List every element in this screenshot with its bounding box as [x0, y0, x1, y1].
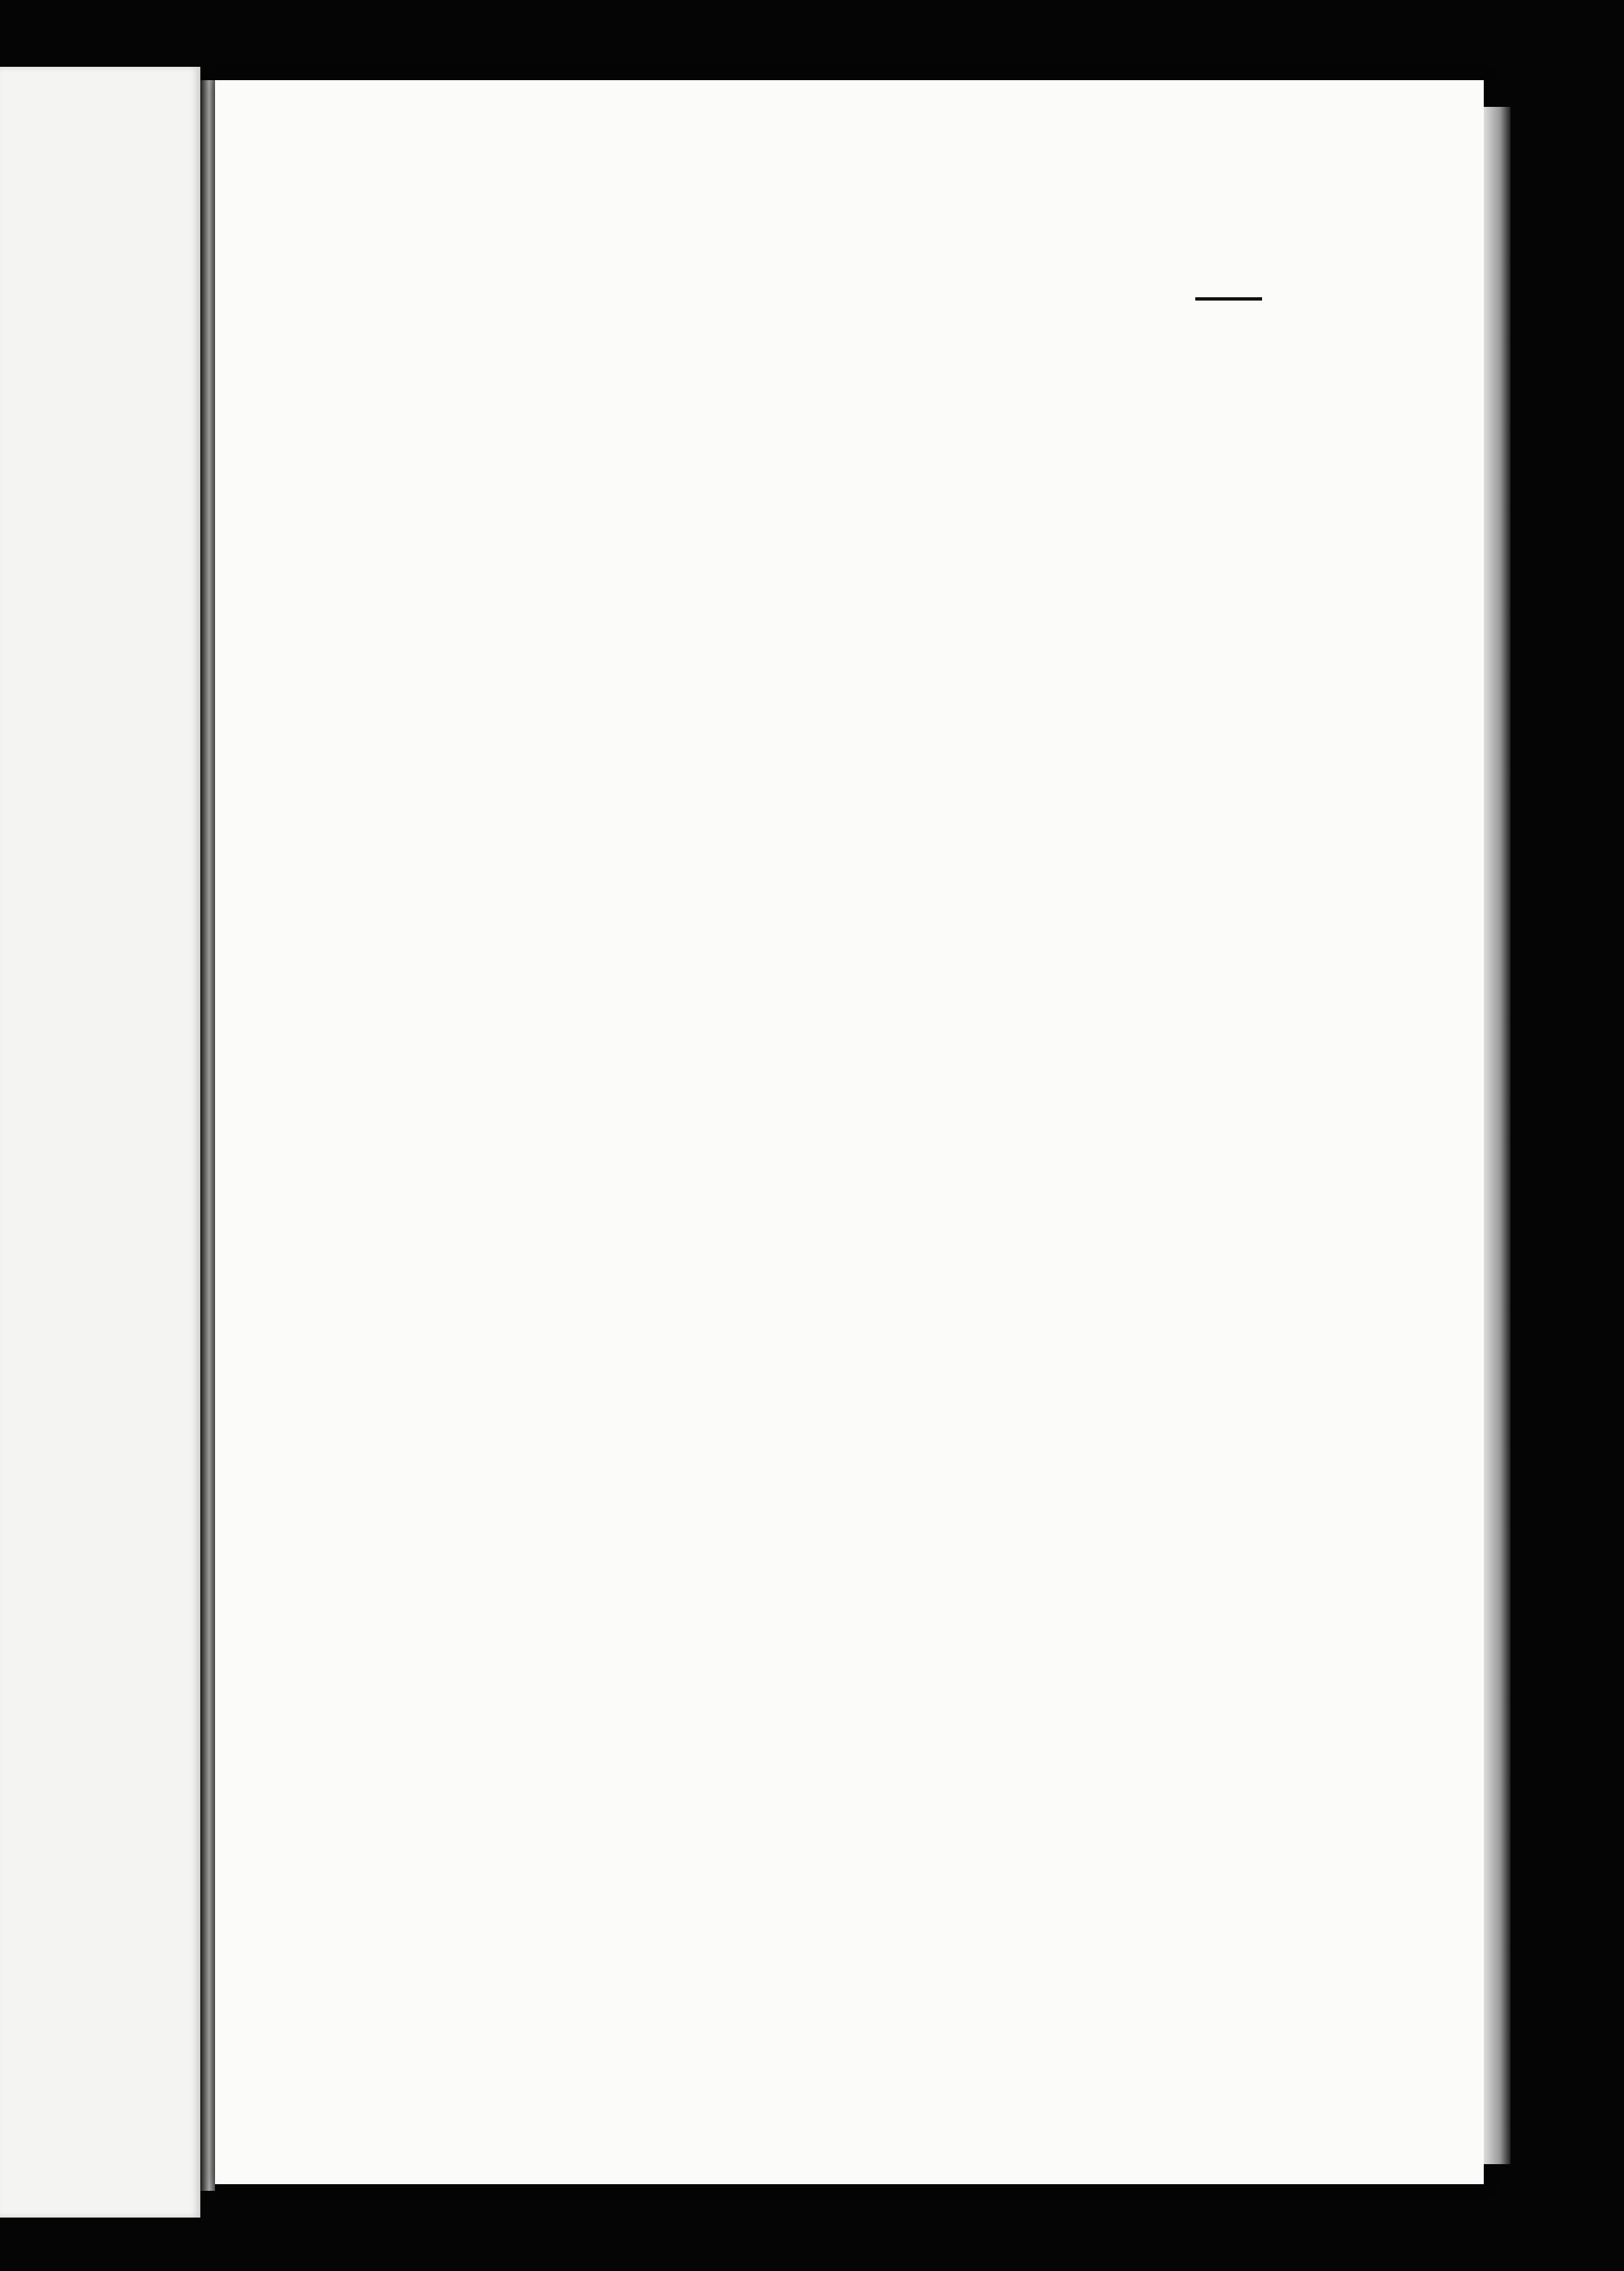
page-edge	[1484, 107, 1510, 2164]
book-page	[215, 80, 1484, 2184]
page-number-rule	[1195, 297, 1262, 301]
facing-page-fragment	[0, 67, 200, 2218]
book-gutter	[200, 80, 215, 2191]
